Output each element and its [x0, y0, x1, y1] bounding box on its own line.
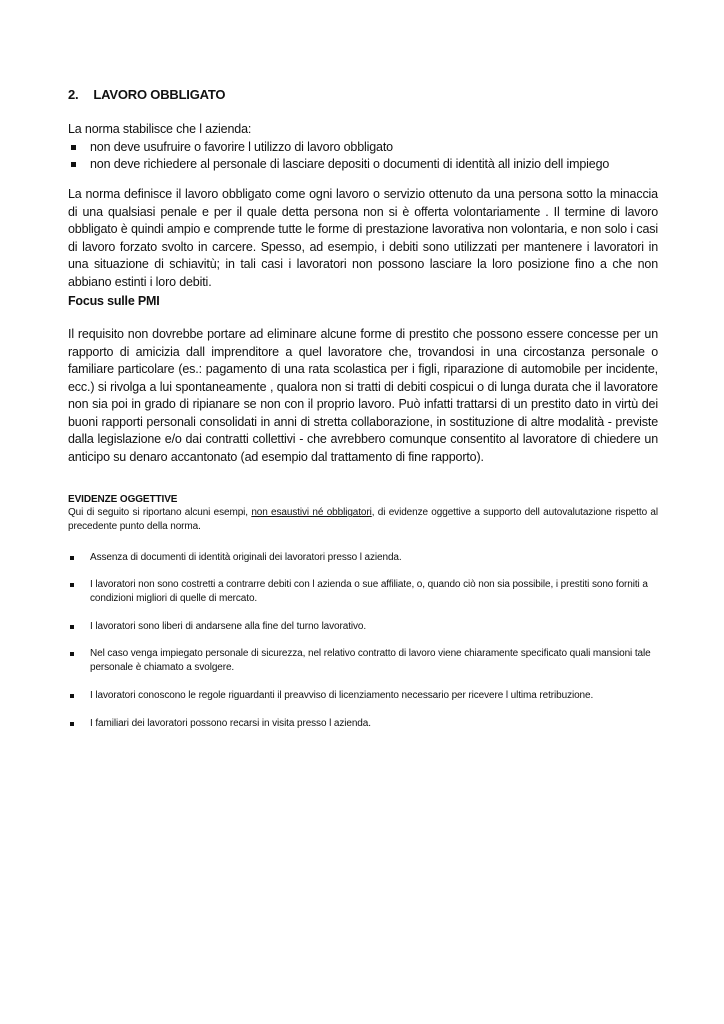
evidence-item: I lavoratori sono liberi di andarsene alla fine del turno lavorativo. [68, 620, 658, 634]
evidence-item: Assenza di documenti di identità originali dei lavoratori presso l azienda. [68, 551, 658, 565]
evidence-title: EVIDENZE OGGETTIVE [68, 494, 178, 505]
intro-bullet: non deve usufruire o favorire l utilizzo di lavoro obbligato [68, 139, 658, 157]
intro-bullet-list [68, 139, 658, 174]
evidence-item: I lavoratori non sono costretti a contrarre debiti con l azienda o sue affiliate, o, quando ciò non sia possibile, i prestiti sono forniti a condizioni migliori di quelle di mercato. [68, 578, 658, 606]
evidence-intro: Qui di seguito si riportano alcuni esempi, non esaustivi né obbligatori, di evidenze oggettive a supporto dell autovalutazione rispetto al precedente punto della norma. [68, 507, 658, 532]
evidence-section [68, 494, 658, 534]
section-heading [68, 87, 225, 102]
square-bullet-icon [70, 625, 74, 629]
square-bullet-icon [71, 162, 76, 167]
square-bullet-icon [70, 583, 74, 587]
focus-paragraph: Il requisito non dovrebbe portare ad eliminare alcune forme di prestito che possono essere concesse per un rapporto di amicizia dall imprenditore a quel lavoratore che, trovandosi in una circostanza personale o familiare particolare (es.: pagamento di una rata scolastica per i figli, riparazione di automobile per incidente, ecc.) si rivolga a lui spontaneamente , qualora non si tratti di debiti cospicui o di lunga durata che il lavoratore non sia poi in grado di ripianare se non con il proprio lavoro. Può infatti trattarsi di un prestito dato in virtù dei buoni rapporti personali consolidati in anni di stretta collaborazione, in sostituzione di altre modalità - previste dalla legislazione e/o dai contratti collettivi - che avrebbero comunque consentito al lavoratore di chiedere un anticipo su denaro accantonato (ad esempio dal trattamento di fine rapporto). [68, 327, 658, 464]
intro-lead: La norma stabilisce che l azienda: [68, 122, 252, 136]
evidence-item: Nel caso venga impiegato personale di sicurezza, nel relativo contratto di lavoro viene chiaramente specificato quali mansioni tale personale è chiamato a svolgere. [68, 647, 658, 675]
evidence-item: I familiari dei lavoratori possono recarsi in visita presso l azienda. [68, 717, 658, 731]
evidence-item: I lavoratori conoscono le regole riguardanti il preavviso di licenziamento necessario per ricevere l ultima retribuzione. [68, 689, 658, 703]
evidence-intro-underlined: non esaustivi né obbligatori [251, 507, 372, 518]
square-bullet-icon [70, 722, 74, 726]
section-title: LAVORO OBBLIGATO [93, 87, 226, 102]
focus-heading: Focus sulle PMI [68, 294, 160, 308]
square-bullet-icon [70, 694, 74, 698]
square-bullet-icon [70, 556, 74, 560]
definition-paragraph: La norma definisce il lavoro obbligato come ogni lavoro o servizio ottenuto da una persona sotto la minaccia di una qualsiasi penale e per il quale detta persona non si è offerta volontariamente . Il termine di lavoro obbligato è quindi ampio e comprende tutte le forme di prestazione lavorativa non volontaria, e non solo i casi di lavoro forzato svolto in carcere. Spesso, ad esempio, i debiti sono utilizzati per mantenere i lavoratori in una situazione di schiavitù; in tali casi i lavoratori non possono lasciare la loro posizione fino a che non abbiano estinti i loro debiti. [68, 187, 658, 289]
square-bullet-icon [71, 145, 76, 150]
square-bullet-icon [70, 652, 74, 656]
intro-bullet: non deve richiedere al personale di lasciare depositi o documenti di identità all inizio dell impiego [68, 156, 658, 174]
intro-block [68, 121, 658, 174]
section-number: 2. [68, 87, 79, 102]
